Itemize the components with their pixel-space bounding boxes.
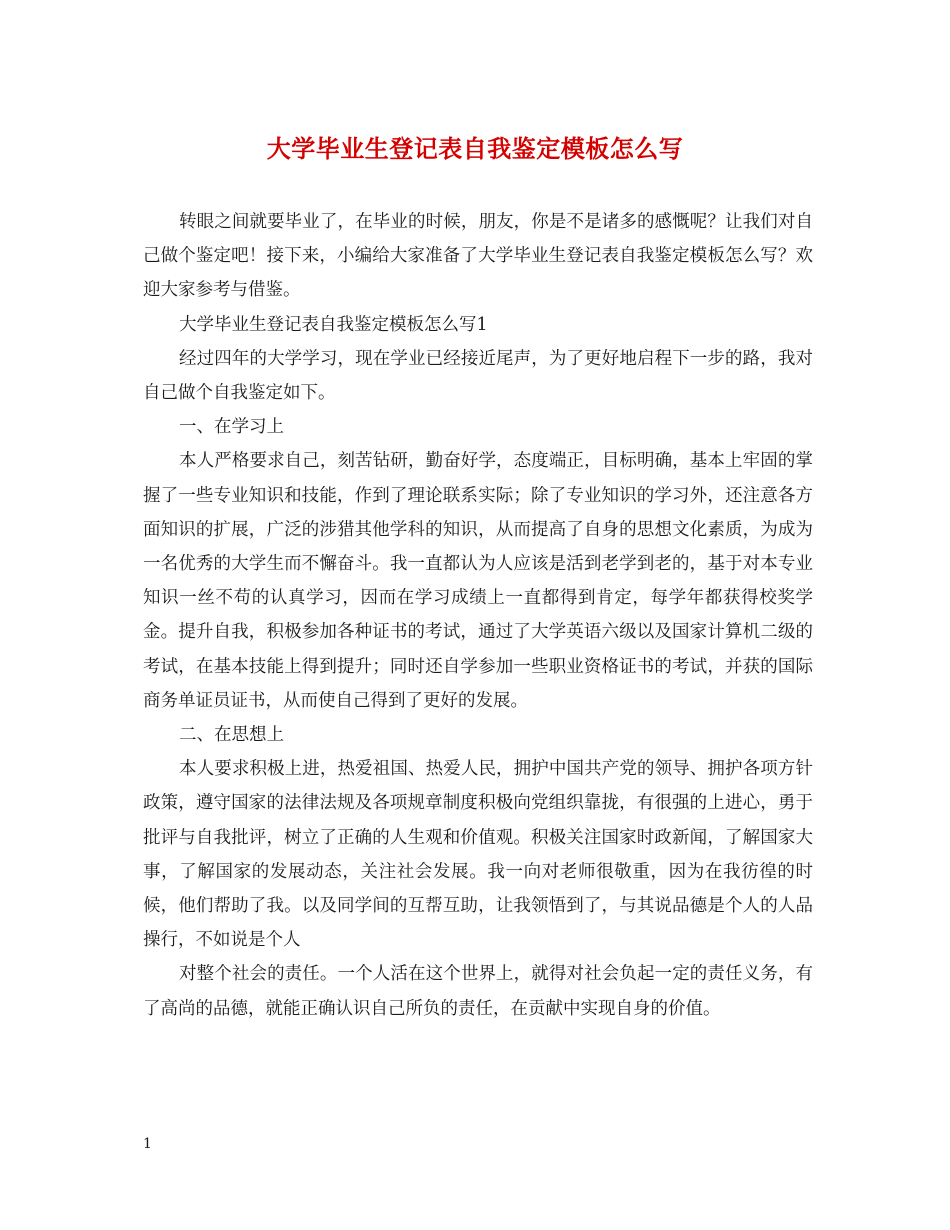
paragraph-opening: 经过四年的大学学习，现在学业已经接近尾声，为了更好地启程下一步的路，我对自己做个自我鉴定如下。 [143,348,813,404]
section-heading-study: 一、在学习上 [179,417,284,438]
page-number: 1 [143,1136,152,1152]
section-heading-template-1: 大学毕业生登记表自我鉴定模板怎么写1 [179,314,488,335]
section-heading-thought: 二、在思想上 [179,725,284,746]
paragraph-study: 本人严格要求自己，刻苦钻研，勤奋好学，态度端正，目标明确，基本上牢固的掌握了一些专业知识和技能，作到了理论联系实际；除了专业知识的学习外，还注意各方面知识的扩展，广泛的涉猎其他学科的知识，从而提高了自身的思想文化素质，为成为一名优秀的大学生而不懈奋斗。我一直都认为人应该是活到老学到老的，基于对本专业知识一丝不苟的认真学习，因而在学习成绩上一直都得到肯定，每学年都获得校奖学金。提升自我，积极参加各种证书的考试，通过了大学英语六级以及国家计算机二级的考试，在基本技能上得到提升；同时还自学参加一些职业资格证书的考试，并获的国际商务单证员证书，从而使自己得到了更好的发展。 [143,451,813,711]
paragraph-responsibility: 对整个社会的责任。一个人活在这个世界上，就得对社会负起一定的责任义务，有了高尚的品德，就能正确认识自己所负的责任，在贡献中实现自身的价值。 [143,964,813,1019]
paragraph-thought: 本人要求积极上进，热爱祖国、热爱人民，拥护中国共产党的领导、拥护各项方针政策，遵守国家的法律法规及各项规章制度积极向党组织靠拢，有很强的上进心，勇于批评与自我批评，树立了正确的人生观和价值观。积极关注国家时政新闻，了解国家大事，了解国家的发展动态，关注社会发展。我一向对老师很敬重，因为在我彷徨的时候，他们帮助了我。以及同学间的互帮互助，让我领悟到了，与其说品德是个人的人品操行，不如说是个人 [143,759,813,951]
document-title: 大学毕业生登记表自我鉴定模板怎么写 [266,134,684,163]
document-body [143,205,813,1026]
paragraph-intro: 转眼之间就要毕业了，在毕业的时候，朋友，你是不是诸多的感慨呢？让我们对自己做个鉴定吧！接下来，小编给大家准备了大学毕业生登记表自我鉴定模板怎么写？欢迎大家参考与借鉴。 [143,212,813,301]
